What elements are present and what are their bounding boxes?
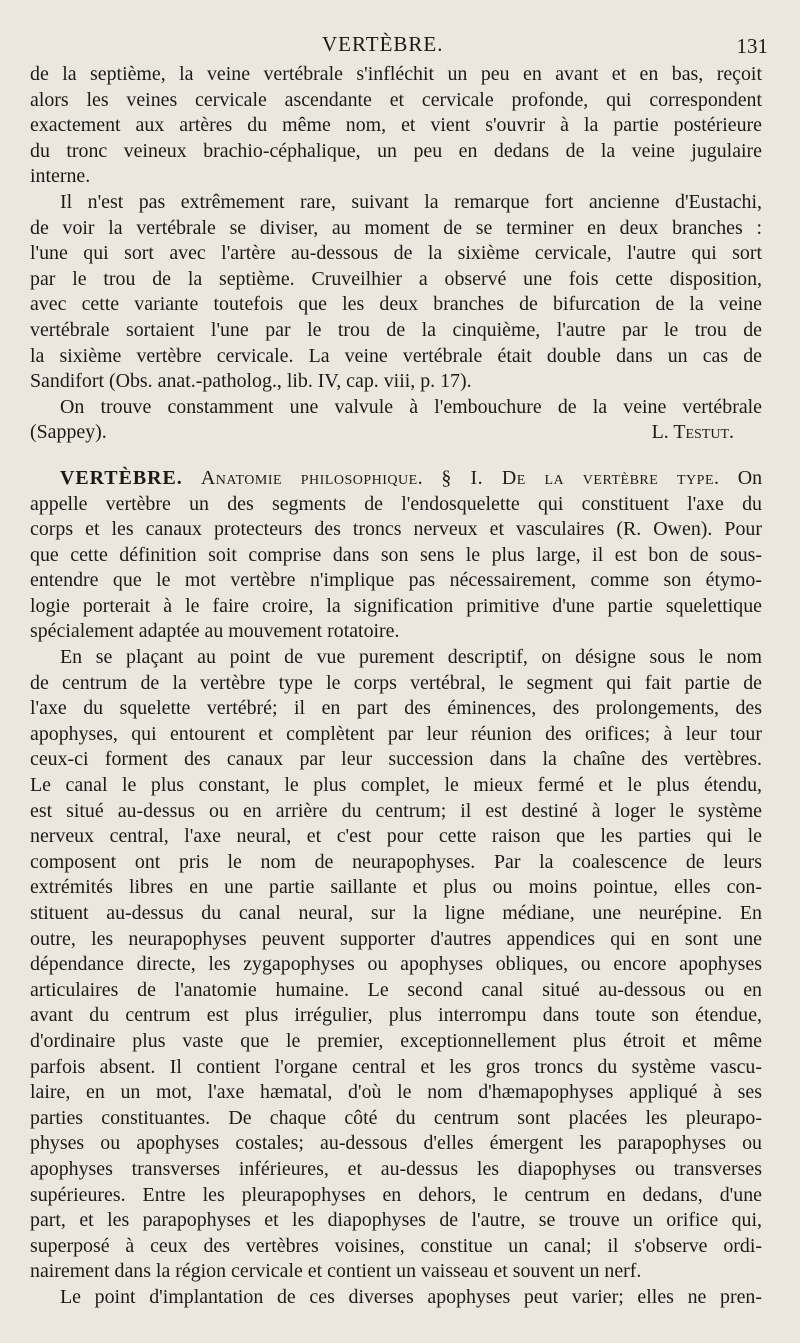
text-line: entendre que le mot vertèbre n'implique pas nécessairement, comme son étymo- [30, 569, 762, 592]
text-line: physes ou apophyses costales; au-dessous d'elles émergent les parapophyses ou [30, 1132, 762, 1155]
text-line: spécialement adaptée au mouvement rotatoire. [30, 620, 400, 643]
paragraph-eustachi [30, 190, 762, 395]
text-line: exactement aux artères du même nom, et vient s'ouvrir à la partie postérieure [30, 114, 762, 137]
text-line: parfois absent. Il contient l'organe central et les gros troncs du système vascu- [30, 1055, 762, 1078]
text-line: alors les veines cervicale ascendante et cervicale profonde, qui correspondent [30, 88, 762, 111]
text-line: est situé au-dessus ou en arrière du centrum; il est destiné à loger le système [30, 799, 762, 822]
page-header [0, 30, 800, 58]
heading-continuation: On [737, 466, 762, 489]
text-line: nerveux central, l'axe neural, et c'est pour cette raison que les parties qui le [30, 825, 762, 848]
section-number: § I. De la vertèbre type. [441, 466, 720, 489]
article-subtitle: Anatomie philosophique. [200, 466, 424, 489]
text-line: Il n'est pas extrêmement rare, suivant la remarque fort ancienne d'Eustachi, [60, 190, 762, 213]
text-line: laire, en un mot, l'axe hæmatal, d'où le nom d'hæmapophyses appliqué à ses [30, 1081, 762, 1104]
author-signature: L. Testut. [651, 421, 734, 444]
section-gap [30, 446, 762, 466]
text-line: supérieures. Entre les pleurapophyses en dehors, le centrum en dedans, d'une [30, 1183, 762, 1206]
text-line: d'ordinaire plus vaste que le premier, exceptionnellement plus étroit et même [30, 1029, 762, 1052]
text-line: appelle vertèbre un des segments de l'endosquelette qui constituent l'axe du [30, 492, 762, 515]
text-line: part, et les parapophyses et les diapophyses de l'autre, se trouve un orifice qui, [30, 1209, 762, 1232]
text-line: dépendance directe, les zygapophyses ou apophyses obliques, ou encore apophyses [30, 953, 762, 976]
text-line: l'une qui sort avec l'artère au-dessous de la sixième cervicale, l'autre qui sort [30, 242, 762, 265]
text-line: stituent au-dessus du canal neural, sur la ligne médiane, une neurépine. En [30, 902, 762, 924]
text-line: Le point d'implantation de ces diverses apophyses peut varier; elles ne pren- [60, 1285, 762, 1308]
page-number: 131 [736, 34, 768, 58]
text-line: Sandifort (Obs. anat.-patholog., lib. IV, cap. viii, p. 17). [30, 370, 472, 393]
text-line: outre, les neurapophyses peuvent supporter d'autres appendices qui en sont une [30, 927, 762, 950]
text-line: interne. [30, 165, 91, 188]
text-line: vertébrale sortaient l'une par le trou de la cinquième, l'autre par le trou de [30, 318, 762, 341]
text-line: superposé à ceux des vertèbres voisines, constitue un canal; il s'observe ordi- [30, 1234, 762, 1257]
text-line: (Sappey). [30, 421, 107, 444]
text-line: composent ont pris le nom de neurapophyses. Par la coalescence de leurs [30, 850, 762, 873]
paragraph-valvule [30, 395, 762, 446]
text-line: que cette définition soit comprise dans son sens le plus large, il est bon de sous- [30, 543, 762, 566]
text-line: avant du centrum est plus irrégulier, plus interrompu dans toute son étendue, [30, 1004, 762, 1027]
article-heading: VERTÈBRE. [60, 466, 183, 489]
text-line: corps et les canaux protecteurs des troncs nerveux et vasculaires (R. Owen). Pour [30, 518, 762, 541]
text-line: de la septième, la veine vertébrale s'infléchit un peu en avant et en bas, reçoit [30, 63, 762, 85]
text-line: nairement dans la région cervicale et contient un vaisseau et souvent un nerf. [30, 1260, 642, 1283]
running-title: VERTÈBRE. [322, 32, 444, 56]
text-line: logie porterait à le faire croire, la signification primitive d'une partie squelettique [30, 594, 762, 617]
text-line: ceux-ci forment des canaux par leur succession dans la chaîne des vertèbres. [30, 748, 762, 771]
section-heading-line [30, 466, 762, 492]
text-line: du tronc veineux brachio-céphalique, un peu en dedans de la veine jugulaire [30, 139, 762, 162]
text-line: apophyses transverses inférieures, et au-dessus les diapophyses ou transverses [30, 1157, 762, 1180]
article-vertebre-philosophique [30, 466, 762, 645]
text-line: On trouve constamment une valvule à l'embouchure de la veine vertébrale [60, 395, 762, 418]
body-text [30, 62, 762, 1311]
text-line: par le trou de la septième. Cruveilhier a observé une fois cette disposition, [30, 267, 762, 290]
text-line: l'axe du squelette vertébré; il en part des éminences, des prolongements, des [30, 697, 762, 720]
text-line: articulaires de l'anatomie humaine. Le second canal situé au-dessous ou en [30, 978, 762, 1001]
text-line: de centrum de la vertèbre type le corps vertébral, le segment qui fait partie de [30, 671, 762, 694]
text-line: Le canal le plus constant, le plus complet, le mieux fermé et le plus étendu, [30, 774, 762, 797]
text-line: parties constituantes. De chaque côté du centrum sont placées les pleurapo- [30, 1106, 762, 1129]
text-line: En se plaçant au point de vue purement descriptif, on désigne sous le nom [60, 646, 762, 669]
text-line: apophyses, qui entourent et complètent par leur réunion des orifices; à leur tour [30, 722, 762, 745]
text-line: avec cette variante toutefois que les deux branches de bifurcation de la veine [30, 293, 762, 316]
paragraph-veine-vertebrale-end [30, 62, 762, 190]
signature-line [30, 420, 762, 446]
paragraph-centrum [30, 645, 762, 1285]
text-line: la sixième vertèbre cervicale. La veine vertébrale était double dans un cas de [30, 344, 762, 367]
text-line: extrémités libres en une partie saillante et plus ou moins pointue, elles con- [30, 876, 762, 899]
paragraph-implantation [30, 1285, 762, 1311]
text-line: de voir la vertébrale se diviser, au moment de se terminer en deux branches : [30, 216, 762, 239]
